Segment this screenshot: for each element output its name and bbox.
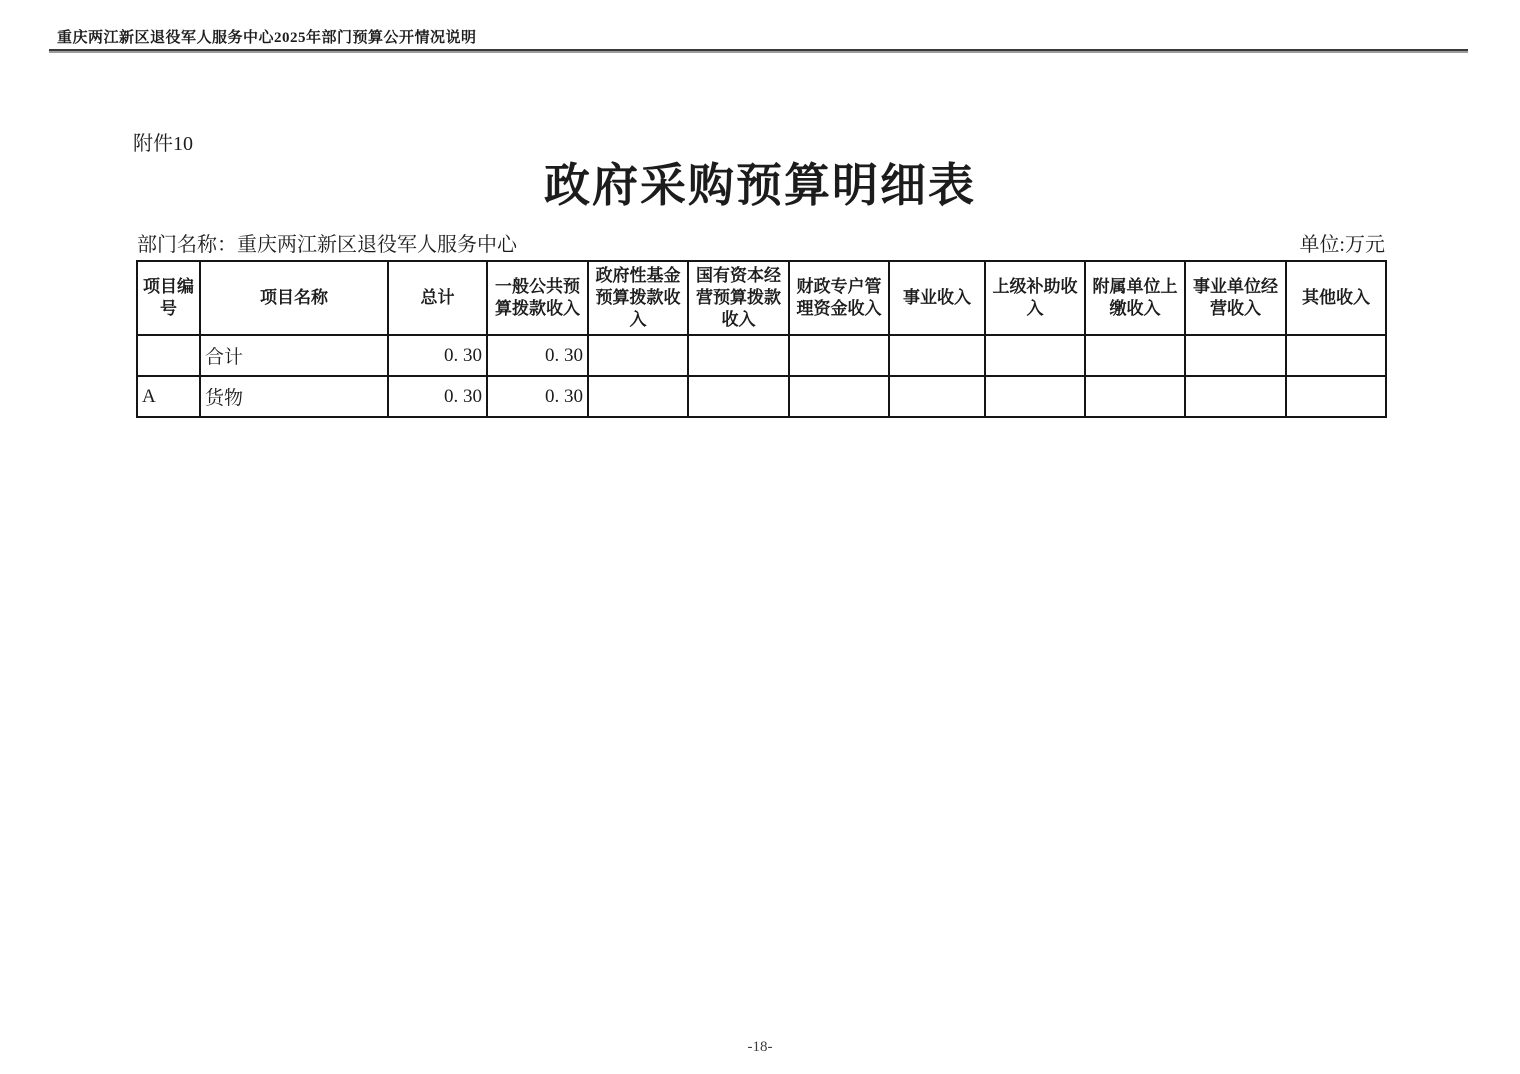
department-name-label: 部门名称：重庆两江新区退役军人服务中心 (137, 234, 517, 256)
table-cell: 0. 30 (487, 335, 588, 376)
table-cell: 0. 30 (487, 376, 588, 417)
table-cell (985, 335, 1085, 376)
unit-label: 单位:万元 (1299, 234, 1385, 256)
column-header-business-income: 事业收入 (889, 261, 985, 335)
table-row-total (137, 335, 1386, 376)
column-header-state-capital: 国有资本经营预算拨款收入 (688, 261, 789, 335)
table-cell (985, 376, 1085, 417)
table-meta-line (137, 228, 1385, 257)
table-cell: 货物 (200, 376, 388, 417)
column-header-total: 总计 (388, 261, 487, 335)
table-row-goods (137, 376, 1386, 417)
page-title: 政府采购预算明细表 (544, 160, 976, 211)
table-cell: 0. 30 (388, 335, 487, 376)
column-header-operating-income: 事业单位经营收入 (1185, 261, 1286, 335)
column-header-project-name: 项目名称 (200, 261, 388, 335)
column-header-general-budget: 一般公共预算拨款收入 (487, 261, 588, 335)
table-cell (588, 376, 688, 417)
table-cell (1286, 335, 1386, 376)
column-header-project-code: 项目编号 (137, 261, 200, 335)
attachment-label: 附件10 (133, 133, 193, 155)
table-cell (789, 335, 889, 376)
table-cell (688, 335, 789, 376)
table-cell (137, 335, 200, 376)
table-cell: 合计 (200, 335, 388, 376)
table-cell (588, 335, 688, 376)
column-header-affiliate-remit: 附属单位上缴收入 (1085, 261, 1185, 335)
table-cell: 0. 30 (388, 376, 487, 417)
table-cell: A (137, 376, 200, 417)
header-divider (49, 49, 1468, 53)
table-cell (789, 376, 889, 417)
table-cell (1185, 376, 1286, 417)
table-cell (1286, 376, 1386, 417)
table-cell (688, 376, 789, 417)
page-number: -18- (747, 1039, 773, 1055)
column-header-fiscal-account: 财政专户管理资金收入 (789, 261, 889, 335)
table-cell (889, 335, 985, 376)
column-header-gov-fund: 政府性基金预算拨款收入 (588, 261, 688, 335)
table-header-row (137, 261, 1386, 335)
column-header-other-income: 其他收入 (1286, 261, 1386, 335)
budget-table (136, 260, 1387, 418)
document-running-header: 重庆两江新区退役军人服务中心2025年部门预算公开情况说明 (57, 30, 477, 46)
table-cell (1085, 335, 1185, 376)
column-header-superior-subsidy: 上级补助收入 (985, 261, 1085, 335)
table-cell (1185, 335, 1286, 376)
table-cell (1085, 376, 1185, 417)
table-cell (889, 376, 985, 417)
